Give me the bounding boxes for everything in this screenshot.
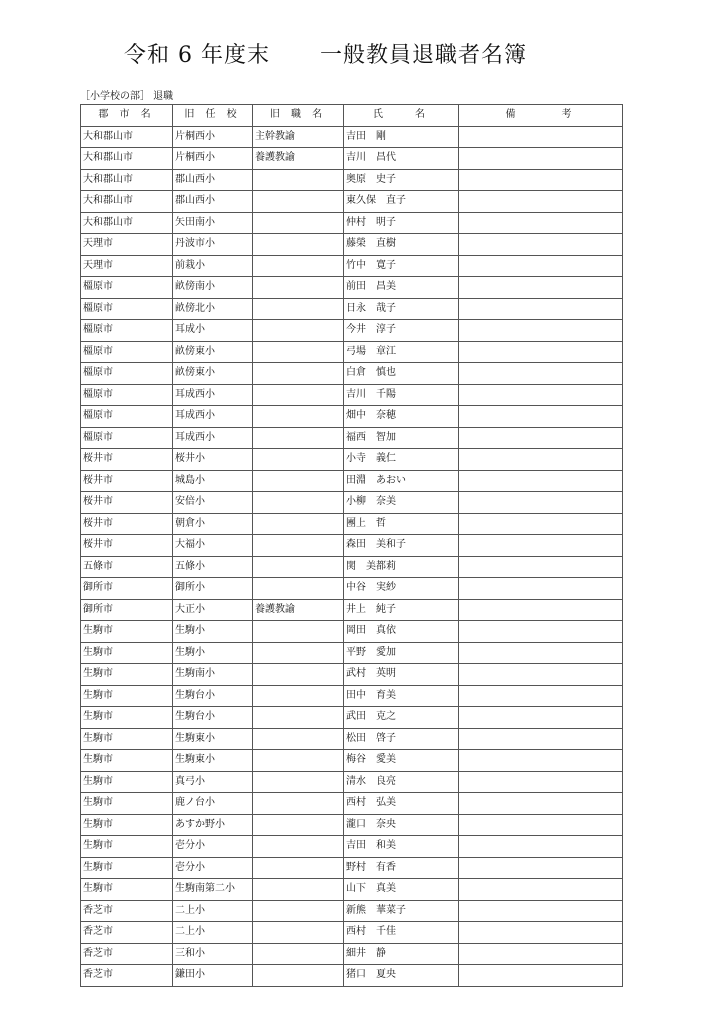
cell-former-school: 矢田南小 [173, 212, 253, 234]
cell-city: 生駒市 [81, 879, 173, 901]
cell-former-school: 鹿ノ台小 [173, 793, 253, 815]
cell-former-position [253, 169, 344, 191]
table-row [81, 642, 623, 664]
cell-former-position [253, 406, 344, 428]
cell-remarks [459, 556, 623, 578]
cell-name: 吉田 和美 [344, 836, 459, 858]
cell-city: 生駒市 [81, 664, 173, 686]
cell-former-position [253, 212, 344, 234]
cell-name: 畑中 奈穂 [344, 406, 459, 428]
cell-former-school: 御所小 [173, 578, 253, 600]
cell-former-school: 畝傍東小 [173, 363, 253, 385]
cell-city: 桜井市 [81, 449, 173, 471]
cell-name: 梅谷 愛美 [344, 750, 459, 772]
cell-name: 武田 克之 [344, 707, 459, 729]
cell-remarks [459, 320, 623, 342]
cell-former-school: 鎌田小 [173, 965, 253, 987]
cell-name: 藤榮 直樹 [344, 234, 459, 256]
header-former-position: 旧 職 名 [253, 105, 344, 127]
table-row [81, 470, 623, 492]
cell-name: 田淵 あおい [344, 470, 459, 492]
table-row [81, 148, 623, 170]
cell-name: 西村 弘美 [344, 793, 459, 815]
cell-city: 桜井市 [81, 492, 173, 514]
table-row [81, 879, 623, 901]
table-row [81, 900, 623, 922]
cell-remarks [459, 642, 623, 664]
cell-city: 橿原市 [81, 277, 173, 299]
cell-former-position [253, 255, 344, 277]
cell-former-school: 丹波市小 [173, 234, 253, 256]
cell-city: 生駒市 [81, 771, 173, 793]
cell-former-school: 畝傍東小 [173, 341, 253, 363]
cell-city: 生駒市 [81, 621, 173, 643]
cell-remarks [459, 922, 623, 944]
cell-former-school: 桜井小 [173, 449, 253, 471]
cell-remarks [459, 621, 623, 643]
cell-name: 小寺 義仁 [344, 449, 459, 471]
cell-former-school: 生駒南第二小 [173, 879, 253, 901]
table-row [81, 212, 623, 234]
cell-remarks [459, 169, 623, 191]
table-row [81, 384, 623, 406]
cell-city: 生駒市 [81, 814, 173, 836]
cell-remarks [459, 427, 623, 449]
cell-former-position [253, 965, 344, 987]
cell-former-school: 耳成西小 [173, 427, 253, 449]
cell-city: 生駒市 [81, 750, 173, 772]
cell-former-school: 安倍小 [173, 492, 253, 514]
cell-name: 山下 真美 [344, 879, 459, 901]
cell-name: 仲村 明子 [344, 212, 459, 234]
cell-former-position [253, 814, 344, 836]
cell-name: 関 美都莉 [344, 556, 459, 578]
table-row [81, 513, 623, 535]
cell-city: 大和郡山市 [81, 169, 173, 191]
cell-former-position [253, 234, 344, 256]
cell-city: 五條市 [81, 556, 173, 578]
cell-remarks [459, 599, 623, 621]
table-row [81, 277, 623, 299]
cell-name: 井上 純子 [344, 599, 459, 621]
cell-city: 大和郡山市 [81, 126, 173, 148]
cell-former-school: 五條小 [173, 556, 253, 578]
cell-name: 岡田 真依 [344, 621, 459, 643]
cell-remarks [459, 298, 623, 320]
cell-city: 御所市 [81, 599, 173, 621]
cell-former-position: 主幹教諭 [253, 126, 344, 148]
cell-city: 橿原市 [81, 341, 173, 363]
cell-name: 前田 昌美 [344, 277, 459, 299]
cell-remarks [459, 771, 623, 793]
cell-former-school: 耳成西小 [173, 406, 253, 428]
cell-name: 瀧口 奈央 [344, 814, 459, 836]
cell-former-position [253, 427, 344, 449]
cell-city: 香芝市 [81, 943, 173, 965]
cell-name: 日永 哉子 [344, 298, 459, 320]
cell-remarks [459, 277, 623, 299]
cell-former-position [253, 384, 344, 406]
table-row [81, 857, 623, 879]
table-row [81, 621, 623, 643]
table-row [81, 728, 623, 750]
cell-former-school: 畝傍北小 [173, 298, 253, 320]
cell-remarks [459, 212, 623, 234]
cell-former-school: 生駒小 [173, 642, 253, 664]
table-row [81, 664, 623, 686]
cell-former-position [253, 449, 344, 471]
table-row [81, 298, 623, 320]
title-year: 令和 6 年度末 [124, 43, 270, 68]
cell-name: 弓場 章江 [344, 341, 459, 363]
cell-name: 森田 美和子 [344, 535, 459, 557]
cell-remarks [459, 406, 623, 428]
cell-former-position [253, 836, 344, 858]
header-name: 氏 名 [344, 105, 459, 127]
header-former-school: 旧 任 校 [173, 105, 253, 127]
cell-remarks [459, 148, 623, 170]
cell-former-position [253, 298, 344, 320]
cell-former-position [253, 793, 344, 815]
cell-city: 橿原市 [81, 427, 173, 449]
cell-former-position [253, 750, 344, 772]
table-row [81, 126, 623, 148]
cell-city: 大和郡山市 [81, 191, 173, 213]
cell-remarks [459, 470, 623, 492]
cell-former-school: 片桐西小 [173, 126, 253, 148]
cell-remarks [459, 857, 623, 879]
cell-former-school: 郡山西小 [173, 191, 253, 213]
cell-city: 橿原市 [81, 406, 173, 428]
cell-former-school: 郡山西小 [173, 169, 253, 191]
table-row [81, 492, 623, 514]
cell-name: 白倉 慎也 [344, 363, 459, 385]
table-row [81, 320, 623, 342]
cell-remarks [459, 685, 623, 707]
cell-name: 細井 静 [344, 943, 459, 965]
cell-city: 生駒市 [81, 857, 173, 879]
cell-former-position [253, 535, 344, 557]
cell-former-position [253, 943, 344, 965]
cell-former-position [253, 685, 344, 707]
header-city: 郡 市 名 [81, 105, 173, 127]
cell-remarks [459, 384, 623, 406]
table-row [81, 556, 623, 578]
cell-remarks [459, 363, 623, 385]
cell-remarks [459, 535, 623, 557]
cell-name: 今井 淳子 [344, 320, 459, 342]
cell-name: 吉田 剛 [344, 126, 459, 148]
cell-remarks [459, 513, 623, 535]
cell-name: 西村 千佳 [344, 922, 459, 944]
table-row [81, 793, 623, 815]
cell-former-school: あすか野小 [173, 814, 253, 836]
cell-city: 香芝市 [81, 900, 173, 922]
cell-city: 天理市 [81, 234, 173, 256]
table-row [81, 707, 623, 729]
cell-former-position [253, 277, 344, 299]
cell-city: 橿原市 [81, 298, 173, 320]
table-row [81, 341, 623, 363]
cell-city: 香芝市 [81, 922, 173, 944]
cell-remarks [459, 728, 623, 750]
cell-remarks [459, 449, 623, 471]
cell-former-school: 二上小 [173, 900, 253, 922]
cell-name: 小柳 奈美 [344, 492, 459, 514]
cell-former-school: 大正小 [173, 599, 253, 621]
cell-city: 桜井市 [81, 535, 173, 557]
cell-former-school: 二上小 [173, 922, 253, 944]
cell-former-school: 真弓小 [173, 771, 253, 793]
cell-city: 大和郡山市 [81, 212, 173, 234]
cell-remarks [459, 255, 623, 277]
cell-name: 田中 育美 [344, 685, 459, 707]
cell-former-school: 大福小 [173, 535, 253, 557]
cell-remarks [459, 664, 623, 686]
title-main: 一般教員退職者名簿 [320, 43, 528, 68]
table-row [81, 169, 623, 191]
cell-remarks [459, 965, 623, 987]
cell-remarks [459, 879, 623, 901]
cell-city: 御所市 [81, 578, 173, 600]
table-row [81, 191, 623, 213]
cell-city: 橿原市 [81, 363, 173, 385]
cell-name: 清水 良亮 [344, 771, 459, 793]
cell-name: 奥原 史子 [344, 169, 459, 191]
cell-former-school: 前栽小 [173, 255, 253, 277]
section-label: ［小学校の部］ 退職 [80, 91, 174, 102]
header-remarks: 備 考 [459, 105, 623, 127]
cell-former-position [253, 728, 344, 750]
cell-name: 新熊 華菜子 [344, 900, 459, 922]
cell-name: 猪口 夏央 [344, 965, 459, 987]
cell-city: 橿原市 [81, 320, 173, 342]
table-row [81, 814, 623, 836]
cell-remarks [459, 793, 623, 815]
cell-name: 中谷 実紗 [344, 578, 459, 600]
cell-former-position [253, 900, 344, 922]
cell-remarks [459, 707, 623, 729]
cell-former-school: 生駒台小 [173, 685, 253, 707]
table-row [81, 965, 623, 987]
cell-former-school: 生駒台小 [173, 707, 253, 729]
cell-name: 福西 智加 [344, 427, 459, 449]
header-row [81, 105, 623, 127]
cell-city: 生駒市 [81, 642, 173, 664]
cell-remarks [459, 341, 623, 363]
cell-former-position [253, 513, 344, 535]
cell-former-position [253, 621, 344, 643]
cell-former-position: 養護教諭 [253, 148, 344, 170]
cell-city: 橿原市 [81, 384, 173, 406]
table-row [81, 771, 623, 793]
cell-remarks [459, 126, 623, 148]
table-row [81, 750, 623, 772]
cell-city: 生駒市 [81, 728, 173, 750]
cell-former-school: 耳成小 [173, 320, 253, 342]
cell-name: 團上 哲 [344, 513, 459, 535]
table-row [81, 255, 623, 277]
cell-former-school: 生駒南小 [173, 664, 253, 686]
cell-former-position [253, 771, 344, 793]
cell-former-school: 畝傍南小 [173, 277, 253, 299]
cell-remarks [459, 492, 623, 514]
cell-remarks [459, 750, 623, 772]
cell-former-school: 壱分小 [173, 857, 253, 879]
table-row [81, 922, 623, 944]
cell-former-position [253, 363, 344, 385]
table-row [81, 427, 623, 449]
table-row [81, 836, 623, 858]
cell-city: 生駒市 [81, 836, 173, 858]
retiree-table [80, 104, 623, 987]
cell-city: 大和郡山市 [81, 148, 173, 170]
table-row [81, 363, 623, 385]
cell-city: 桜井市 [81, 470, 173, 492]
cell-city: 生駒市 [81, 707, 173, 729]
cell-former-position [253, 857, 344, 879]
cell-name: 吉川 昌代 [344, 148, 459, 170]
table-row [81, 535, 623, 557]
cell-remarks [459, 191, 623, 213]
cell-former-position [253, 556, 344, 578]
cell-remarks [459, 836, 623, 858]
cell-former-school: 生駒東小 [173, 728, 253, 750]
table-row [81, 943, 623, 965]
cell-name: 野村 有香 [344, 857, 459, 879]
cell-former-school: 片桐西小 [173, 148, 253, 170]
cell-former-school: 朝倉小 [173, 513, 253, 535]
cell-former-position [253, 922, 344, 944]
cell-remarks [459, 900, 623, 922]
cell-former-position [253, 707, 344, 729]
cell-former-position [253, 320, 344, 342]
cell-former-position [253, 191, 344, 213]
cell-name: 竹中 寛子 [344, 255, 459, 277]
cell-former-position [253, 664, 344, 686]
cell-former-position [253, 642, 344, 664]
cell-city: 天理市 [81, 255, 173, 277]
cell-former-position [253, 470, 344, 492]
cell-former-school: 耳成西小 [173, 384, 253, 406]
cell-former-position: 養護教諭 [253, 599, 344, 621]
cell-name: 松田 啓子 [344, 728, 459, 750]
table-row [81, 449, 623, 471]
cell-remarks [459, 943, 623, 965]
table-row [81, 578, 623, 600]
cell-former-position [253, 578, 344, 600]
cell-name: 平野 愛加 [344, 642, 459, 664]
cell-city: 桜井市 [81, 513, 173, 535]
cell-name: 吉川 千陽 [344, 384, 459, 406]
cell-city: 生駒市 [81, 793, 173, 815]
table-row [81, 685, 623, 707]
cell-former-school: 三和小 [173, 943, 253, 965]
cell-former-school: 城島小 [173, 470, 253, 492]
table-row [81, 599, 623, 621]
cell-name: 武村 英明 [344, 664, 459, 686]
cell-city: 生駒市 [81, 685, 173, 707]
cell-remarks [459, 578, 623, 600]
cell-former-school: 生駒東小 [173, 750, 253, 772]
cell-former-position [253, 492, 344, 514]
cell-remarks [459, 234, 623, 256]
cell-former-school: 生駒小 [173, 621, 253, 643]
cell-former-position [253, 879, 344, 901]
cell-name: 東久保 直子 [344, 191, 459, 213]
table-row [81, 406, 623, 428]
table-row [81, 234, 623, 256]
cell-former-school: 壱分小 [173, 836, 253, 858]
cell-former-position [253, 341, 344, 363]
cell-remarks [459, 814, 623, 836]
cell-city: 香芝市 [81, 965, 173, 987]
